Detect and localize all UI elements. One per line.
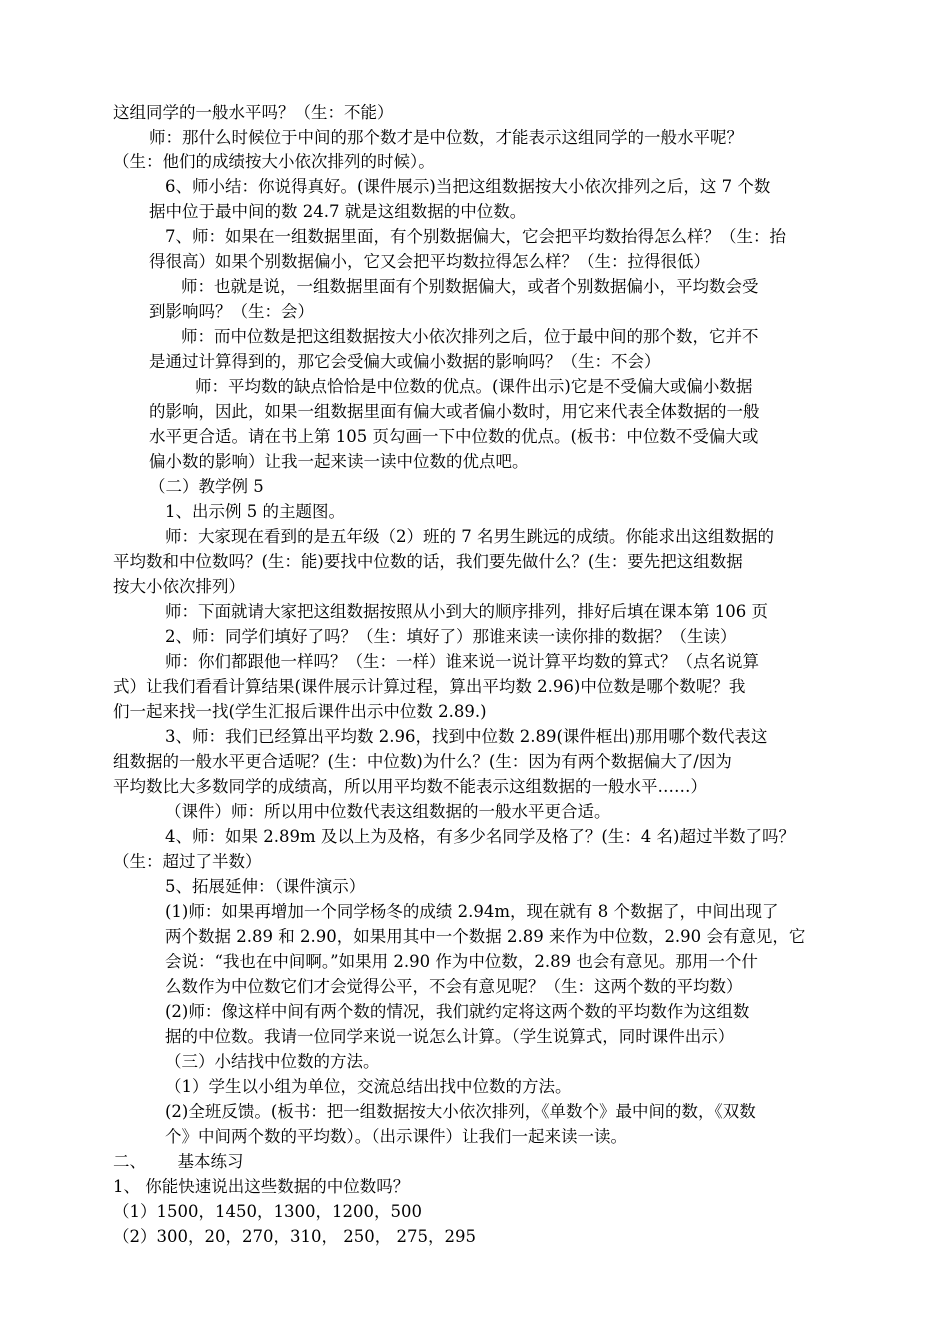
text-line: 到影响吗？（生：会） (149, 302, 314, 321)
text-line: 这组同学的一般水平吗？（生：不能） (113, 103, 394, 122)
text-line: 师：平均数的缺点恰恰是中位数的优点。(课件出示)它是不受偏大或偏小数据 (195, 377, 753, 396)
text-line: (1)师：如果再增加一个同学杨冬的成绩 2.94m，现在就有 8 个数据了，中间出现了 (165, 902, 779, 921)
text-line: 组数据的一般水平更合适呢？(生：中位数)为什么？(生：因为有两个数据偏大了/因为 (113, 752, 732, 771)
text-line: 式）让我们看看计算结果(课件展示计算过程，算出平均数 2.96)中位数是哪个数呢？我 (113, 677, 746, 696)
exercise-item: （2）300，20，270，310， 250， 275，295 (113, 1227, 476, 1246)
text-line: 按大小依次排列） (113, 577, 245, 596)
text-line: 3、师：我们已经算出平均数 2.96，找到中位数 2.89(课件框出)那用哪个数代表这 (165, 727, 768, 746)
text-line: 1、出示例 5 的主题图。 (165, 502, 345, 521)
text-line: 5、拓展延伸：（课件演示） (165, 877, 366, 896)
text-line: 师：大家现在看到的是五年级（2）班的 7 名男生跳远的成绩。你能求出这组数据的 (165, 527, 774, 546)
text-line: 个》中间两个数的平均数）。（出示课件）让我们一起来读一读。 (165, 1127, 627, 1146)
text-line: 平均数比大多数同学的成绩高，所以用平均数不能表示这组数据的一般水平……） (113, 777, 707, 796)
exercise-question: 1、 你能快速说出这些数据的中位数吗？ (113, 1177, 410, 1196)
text-line: 偏小数的影响）让我一起来读一读中位数的优点吧。 (149, 452, 529, 471)
text-line: 师：下面就请大家把这组数据按照从小到大的顺序排列，排好后填在课本第 106 页 (165, 602, 768, 621)
text-line: （1）学生以小组为单位，交流总结出找中位数的方法。 (165, 1077, 572, 1096)
text-line: 师：而中位数是把这组数据按大小依次排列之后，位于最中间的那个数，它并不 (181, 327, 759, 346)
text-line: （课件）师：所以用中位数代表这组数据的一般水平更合适。 (165, 802, 611, 821)
text-line: （生：他们的成绩按大小依次排列的时候）。 (113, 152, 435, 171)
text-line: 据的中位数。我请一位同学来说一说怎么计算。（学生说算式，同时课件出示） (165, 1027, 735, 1046)
text-line: 会说：“我也在中间啊。”如果用 2.90 作为中位数，2.89 也会有意见。那用一个什 (165, 952, 758, 971)
text-line: 据中位于最中间的数 24.7 就是这组数据的中位数。 (149, 202, 527, 221)
text-line: (2)师：像这样中间有两个数的情况，我们就约定将这两个数的平均数作为这组数 (165, 1002, 750, 1021)
text-line: 师：那什么时候位于中间的那个数才是中位数，才能表示这组同学的一般水平呢？ (149, 128, 743, 147)
text-line: (2)全班反馈。(板书：把一组数据按大小依次排列，《单数个》最中间的数，《双数 (165, 1102, 756, 1121)
section-heading: （三）小结找中位数的方法。 (165, 1052, 380, 1071)
text-line: 的影响，因此，如果一组数据里面有偏大或者偏小数时，用它来代表全体数据的一般 (149, 402, 760, 421)
text-line: 师：你们都跟他一样吗？（生：一样）谁来说一说计算平均数的算式？（点名说算 (165, 652, 759, 671)
text-line: 师：也就是说，一组数据里面有个别数据偏大，或者个别数据偏小，平均数会受 (181, 277, 759, 296)
text-line: 4、师：如果 2.89m 及以上为及格，有多少名同学及格了？(生：4 名)超过半数了吗？ (165, 827, 795, 846)
text-line: 么数作为中位数它们才会觉得公平，不会有意见呢？（生：这两个数的平均数） (165, 977, 743, 996)
exercise-item: （1）1500，1450，1300，1200，500 (113, 1202, 422, 1221)
section-heading: 二、 基本练习 (113, 1152, 244, 1171)
text-line: 两个数据 2.89 和 2.90，如果用其中一个数据 2.89 来作为中位数，2.90 会有意见，它 (165, 927, 806, 946)
text-line: 得很高）如果个别数据偏小，它又会把平均数拉得怎么样？（生：拉得很低） (149, 252, 710, 271)
text-line: 6、师小结：你说得真好。(课件展示)当把这组数据按大小依次排列之后，这 7 个数 (165, 177, 771, 196)
text-line: 们一起来找一找(学生汇报后课件出示中位数 2.89.) (113, 702, 487, 721)
section-heading: （二）教学例 5 (149, 477, 264, 496)
text-line: 是通过计算得到的，那它会受偏大或偏小数据的影响吗？（生：不会） (149, 352, 661, 371)
text-line: 平均数和中位数吗？(生：能)要找中位数的话，我们要先做什么？(生：要先把这组数据 (113, 552, 743, 571)
text-line: 2、师：同学们填好了吗？（生：填好了）那谁来读一读你排的数据？（生读） (165, 627, 737, 646)
text-line: （生：超过了半数） (113, 852, 262, 871)
text-line: 7、师：如果在一组数据里面，有个别数据偏大，它会把平均数抬得怎么样？（生：抬 (165, 227, 786, 246)
text-line: 水平更合适。请在书上第 105 页勾画一下中位数的优点。(板书：中位数不受偏大或 (149, 427, 759, 446)
